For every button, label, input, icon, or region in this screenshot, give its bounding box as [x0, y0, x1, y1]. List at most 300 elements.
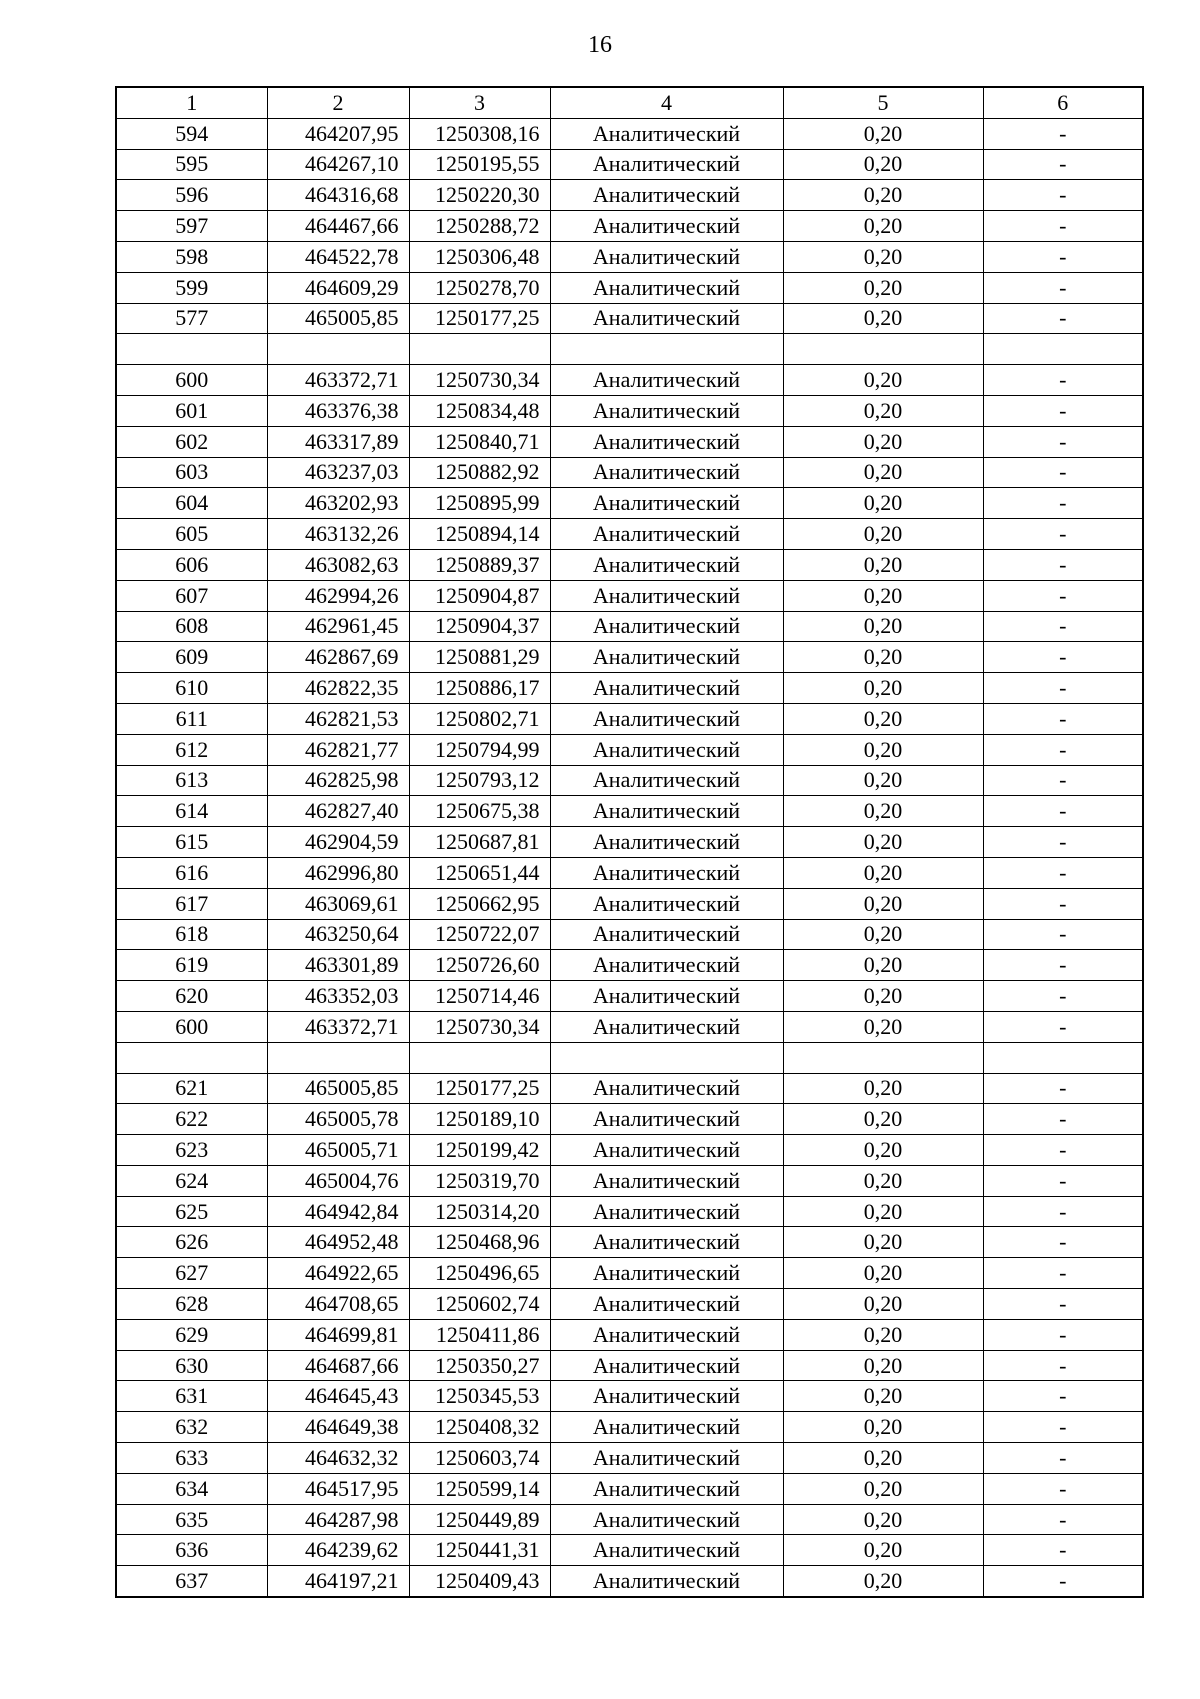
x-coordinate-cell: 462994,26: [267, 580, 409, 611]
point-number-cell: 600: [116, 365, 267, 396]
y-coordinate-cell: 1250881,29: [409, 642, 550, 673]
accuracy-cell: 0,20: [783, 703, 983, 734]
x-coordinate-cell: 464952,48: [267, 1227, 409, 1258]
table-row: [116, 1011, 1143, 1042]
x-coordinate-cell: [267, 334, 409, 365]
method-cell: Аналитический: [550, 888, 783, 919]
x-coordinate-cell: 463250,64: [267, 919, 409, 950]
note-cell: -: [983, 1504, 1143, 1535]
accuracy-cell: 0,20: [783, 241, 983, 272]
accuracy-cell: 0,20: [783, 857, 983, 888]
x-coordinate-cell: 463069,61: [267, 888, 409, 919]
y-coordinate-cell: 1250441,31: [409, 1535, 550, 1566]
method-cell: Аналитический: [550, 426, 783, 457]
method-cell: Аналитический: [550, 919, 783, 950]
x-coordinate-cell: 463301,89: [267, 950, 409, 981]
note-cell: -: [983, 734, 1143, 765]
x-coordinate-cell: 464517,95: [267, 1473, 409, 1504]
table-row: [116, 796, 1143, 827]
accuracy-cell: 0,20: [783, 827, 983, 858]
accuracy-cell: 0,20: [783, 395, 983, 426]
y-coordinate-cell: 1250314,20: [409, 1196, 550, 1227]
y-coordinate-cell: 1250726,60: [409, 950, 550, 981]
point-number-cell: 636: [116, 1535, 267, 1566]
note-cell: -: [983, 1073, 1143, 1104]
table-row: [116, 1227, 1143, 1258]
note-cell: -: [983, 827, 1143, 858]
table-row: [116, 457, 1143, 488]
method-cell: Аналитический: [550, 857, 783, 888]
note-cell: -: [983, 519, 1143, 550]
x-coordinate-cell: 465005,85: [267, 1073, 409, 1104]
y-coordinate-cell: 1250345,53: [409, 1381, 550, 1412]
table-row: [116, 673, 1143, 704]
method-cell: Аналитический: [550, 1319, 783, 1350]
accuracy-cell: 0,20: [783, 1443, 983, 1474]
table-row: [116, 149, 1143, 180]
table-row: [116, 211, 1143, 242]
method-cell: Аналитический: [550, 395, 783, 426]
note-cell: -: [983, 919, 1143, 950]
method-cell: Аналитический: [550, 703, 783, 734]
method-cell: Аналитический: [550, 1381, 783, 1412]
point-number-cell: 612: [116, 734, 267, 765]
point-number-cell: 603: [116, 457, 267, 488]
point-number-cell: 626: [116, 1227, 267, 1258]
column-header-1: 1: [116, 87, 267, 118]
y-coordinate-cell: 1250319,70: [409, 1165, 550, 1196]
note-cell: -: [983, 1196, 1143, 1227]
point-number-cell: 600: [116, 1011, 267, 1042]
table-row: [116, 827, 1143, 858]
x-coordinate-cell: 463082,63: [267, 549, 409, 580]
note-cell: -: [983, 611, 1143, 642]
x-coordinate-cell: 462904,59: [267, 827, 409, 858]
method-cell: Аналитический: [550, 673, 783, 704]
method-cell: Аналитический: [550, 1196, 783, 1227]
accuracy-cell: 0,20: [783, 519, 983, 550]
point-number-cell: [116, 1042, 267, 1073]
method-cell: [550, 1042, 783, 1073]
note-cell: -: [983, 365, 1143, 396]
table-row: [116, 888, 1143, 919]
note-cell: -: [983, 1381, 1143, 1412]
table-row: [116, 1319, 1143, 1350]
y-coordinate-cell: 1250220,30: [409, 180, 550, 211]
accuracy-cell: 0,20: [783, 1258, 983, 1289]
y-coordinate-cell: 1250730,34: [409, 365, 550, 396]
point-number-cell: 613: [116, 765, 267, 796]
y-coordinate-cell: 1250904,37: [409, 611, 550, 642]
x-coordinate-cell: 463372,71: [267, 365, 409, 396]
note-cell: -: [983, 118, 1143, 149]
y-coordinate-cell: [409, 334, 550, 365]
table-row: [116, 1566, 1143, 1597]
x-coordinate-cell: 462827,40: [267, 796, 409, 827]
accuracy-cell: 0,20: [783, 1011, 983, 1042]
x-coordinate-cell: 463317,89: [267, 426, 409, 457]
point-number-cell: 635: [116, 1504, 267, 1535]
method-cell: Аналитический: [550, 1473, 783, 1504]
note-cell: -: [983, 1412, 1143, 1443]
point-number-cell: 622: [116, 1104, 267, 1135]
note-cell: -: [983, 272, 1143, 303]
point-number-cell: 627: [116, 1258, 267, 1289]
note-cell: -: [983, 303, 1143, 334]
table-header-row: [116, 87, 1143, 118]
point-number-cell: 614: [116, 796, 267, 827]
method-cell: Аналитический: [550, 580, 783, 611]
note-cell: -: [983, 549, 1143, 580]
accuracy-cell: 0,20: [783, 1104, 983, 1135]
accuracy-cell: 0,20: [783, 211, 983, 242]
accuracy-cell: 0,20: [783, 765, 983, 796]
table-row: [116, 395, 1143, 426]
note-cell: -: [983, 1165, 1143, 1196]
accuracy-cell: 0,20: [783, 734, 983, 765]
x-coordinate-cell: 464316,68: [267, 180, 409, 211]
method-cell: [550, 334, 783, 365]
accuracy-cell: 0,20: [783, 1135, 983, 1166]
x-coordinate-cell: 464699,81: [267, 1319, 409, 1350]
point-number-cell: 609: [116, 642, 267, 673]
note-cell: [983, 1042, 1143, 1073]
method-cell: Аналитический: [550, 1011, 783, 1042]
y-coordinate-cell: 1250278,70: [409, 272, 550, 303]
note-cell: -: [983, 1135, 1143, 1166]
method-cell: Аналитический: [550, 519, 783, 550]
table-row: [116, 734, 1143, 765]
y-coordinate-cell: 1250794,99: [409, 734, 550, 765]
table-row: [116, 519, 1143, 550]
point-number-cell: 620: [116, 981, 267, 1012]
accuracy-cell: 0,20: [783, 1350, 983, 1381]
column-header-6: 6: [983, 87, 1143, 118]
accuracy-cell: 0,20: [783, 1165, 983, 1196]
column-header-3: 3: [409, 87, 550, 118]
x-coordinate-cell: 462867,69: [267, 642, 409, 673]
method-cell: Аналитический: [550, 1535, 783, 1566]
x-coordinate-cell: 465005,71: [267, 1135, 409, 1166]
table-body: [116, 118, 1143, 1597]
method-cell: Аналитический: [550, 488, 783, 519]
accuracy-cell: 0,20: [783, 118, 983, 149]
point-number-cell: 630: [116, 1350, 267, 1381]
y-coordinate-cell: 1250306,48: [409, 241, 550, 272]
method-cell: Аналитический: [550, 457, 783, 488]
table-row: [116, 642, 1143, 673]
accuracy-cell: 0,20: [783, 950, 983, 981]
note-cell: -: [983, 457, 1143, 488]
y-coordinate-cell: 1250904,87: [409, 580, 550, 611]
table-row: [116, 580, 1143, 611]
x-coordinate-cell: 464609,29: [267, 272, 409, 303]
table-row: [116, 241, 1143, 272]
point-number-cell: 605: [116, 519, 267, 550]
x-coordinate-cell: 463352,03: [267, 981, 409, 1012]
table-row: [116, 1473, 1143, 1504]
y-coordinate-cell: 1250602,74: [409, 1289, 550, 1320]
method-cell: Аналитический: [550, 272, 783, 303]
accuracy-cell: 0,20: [783, 549, 983, 580]
y-coordinate-cell: 1250651,44: [409, 857, 550, 888]
accuracy-cell: [783, 1042, 983, 1073]
x-coordinate-cell: 464645,43: [267, 1381, 409, 1412]
point-number-cell: 595: [116, 149, 267, 180]
x-coordinate-cell: 464942,84: [267, 1196, 409, 1227]
table-separator-row: [116, 1042, 1143, 1073]
point-number-cell: 621: [116, 1073, 267, 1104]
point-number-cell: 632: [116, 1412, 267, 1443]
point-number-cell: [116, 334, 267, 365]
coordinates-table: [115, 86, 1144, 1598]
x-coordinate-cell: 464207,95: [267, 118, 409, 149]
note-cell: -: [983, 765, 1143, 796]
point-number-cell: 634: [116, 1473, 267, 1504]
method-cell: Аналитический: [550, 950, 783, 981]
y-coordinate-cell: 1250714,46: [409, 981, 550, 1012]
x-coordinate-cell: 463202,93: [267, 488, 409, 519]
point-number-cell: 597: [116, 211, 267, 242]
note-cell: -: [983, 395, 1143, 426]
table-row: [116, 1073, 1143, 1104]
table-row: [116, 765, 1143, 796]
method-cell: Аналитический: [550, 1504, 783, 1535]
y-coordinate-cell: 1250730,34: [409, 1011, 550, 1042]
point-number-cell: 628: [116, 1289, 267, 1320]
y-coordinate-cell: 1250195,55: [409, 149, 550, 180]
note-cell: -: [983, 1319, 1143, 1350]
note-cell: -: [983, 149, 1143, 180]
table-row: [116, 1165, 1143, 1196]
y-coordinate-cell: 1250882,92: [409, 457, 550, 488]
y-coordinate-cell: 1250834,48: [409, 395, 550, 426]
method-cell: Аналитический: [550, 1258, 783, 1289]
point-number-cell: 599: [116, 272, 267, 303]
method-cell: Аналитический: [550, 211, 783, 242]
point-number-cell: 602: [116, 426, 267, 457]
method-cell: Аналитический: [550, 981, 783, 1012]
table-row: [116, 981, 1143, 1012]
accuracy-cell: 0,20: [783, 919, 983, 950]
table-row: [116, 1196, 1143, 1227]
table-row: [116, 857, 1143, 888]
accuracy-cell: 0,20: [783, 303, 983, 334]
note-cell: -: [983, 1566, 1143, 1597]
accuracy-cell: 0,20: [783, 1504, 983, 1535]
x-coordinate-cell: 464632,32: [267, 1443, 409, 1474]
table-separator-row: [116, 334, 1143, 365]
note-cell: -: [983, 1473, 1143, 1504]
y-coordinate-cell: 1250603,74: [409, 1443, 550, 1474]
table-row: [116, 1104, 1143, 1135]
y-coordinate-cell: 1250793,12: [409, 765, 550, 796]
method-cell: Аналитический: [550, 241, 783, 272]
note-cell: -: [983, 642, 1143, 673]
method-cell: Аналитический: [550, 1104, 783, 1135]
note-cell: -: [983, 426, 1143, 457]
accuracy-cell: 0,20: [783, 149, 983, 180]
note-cell: -: [983, 211, 1143, 242]
method-cell: Аналитический: [550, 1165, 783, 1196]
y-coordinate-cell: 1250722,07: [409, 919, 550, 950]
accuracy-cell: 0,20: [783, 796, 983, 827]
method-cell: Аналитический: [550, 734, 783, 765]
method-cell: Аналитический: [550, 1073, 783, 1104]
accuracy-cell: 0,20: [783, 1073, 983, 1104]
x-coordinate-cell: 464922,65: [267, 1258, 409, 1289]
table-row: [116, 1443, 1143, 1474]
y-coordinate-cell: 1250802,71: [409, 703, 550, 734]
y-coordinate-cell: 1250411,86: [409, 1319, 550, 1350]
accuracy-cell: 0,20: [783, 888, 983, 919]
point-number-cell: 601: [116, 395, 267, 426]
method-cell: Аналитический: [550, 796, 783, 827]
table-row: [116, 1504, 1143, 1535]
table-row: [116, 488, 1143, 519]
point-number-cell: 606: [116, 549, 267, 580]
table-row: [116, 272, 1143, 303]
x-coordinate-cell: 464239,62: [267, 1535, 409, 1566]
x-coordinate-cell: 462996,80: [267, 857, 409, 888]
table-row: [116, 118, 1143, 149]
x-coordinate-cell: 464649,38: [267, 1412, 409, 1443]
table-row: [116, 303, 1143, 334]
column-header-4: 4: [550, 87, 783, 118]
note-cell: -: [983, 950, 1143, 981]
x-coordinate-cell: 464687,66: [267, 1350, 409, 1381]
note-cell: -: [983, 580, 1143, 611]
method-cell: Аналитический: [550, 149, 783, 180]
table-row: [116, 1289, 1143, 1320]
method-cell: Аналитический: [550, 1566, 783, 1597]
point-number-cell: 619: [116, 950, 267, 981]
accuracy-cell: 0,20: [783, 580, 983, 611]
accuracy-cell: 0,20: [783, 642, 983, 673]
point-number-cell: 598: [116, 241, 267, 272]
x-coordinate-cell: 462822,35: [267, 673, 409, 704]
accuracy-cell: 0,20: [783, 457, 983, 488]
y-coordinate-cell: 1250177,25: [409, 303, 550, 334]
x-coordinate-cell: 464267,10: [267, 149, 409, 180]
method-cell: Аналитический: [550, 549, 783, 580]
y-coordinate-cell: 1250662,95: [409, 888, 550, 919]
x-coordinate-cell: 462821,53: [267, 703, 409, 734]
x-coordinate-cell: 464197,21: [267, 1566, 409, 1597]
accuracy-cell: [783, 334, 983, 365]
x-coordinate-cell: 464708,65: [267, 1289, 409, 1320]
y-coordinate-cell: 1250189,10: [409, 1104, 550, 1135]
note-cell: -: [983, 888, 1143, 919]
y-coordinate-cell: [409, 1042, 550, 1073]
point-number-cell: 616: [116, 857, 267, 888]
method-cell: Аналитический: [550, 1350, 783, 1381]
x-coordinate-cell: 465005,85: [267, 303, 409, 334]
table-row: [116, 365, 1143, 396]
x-coordinate-cell: [267, 1042, 409, 1073]
page-number: 16: [588, 32, 612, 58]
point-number-cell: 607: [116, 580, 267, 611]
table-header: [116, 87, 1143, 118]
x-coordinate-cell: 462821,77: [267, 734, 409, 765]
y-coordinate-cell: 1250409,43: [409, 1566, 550, 1597]
point-number-cell: 624: [116, 1165, 267, 1196]
table-row: [116, 1258, 1143, 1289]
note-cell: [983, 334, 1143, 365]
accuracy-cell: 0,20: [783, 1412, 983, 1443]
x-coordinate-cell: 462825,98: [267, 765, 409, 796]
note-cell: -: [983, 1104, 1143, 1135]
y-coordinate-cell: 1250687,81: [409, 827, 550, 858]
method-cell: Аналитический: [550, 765, 783, 796]
y-coordinate-cell: 1250496,65: [409, 1258, 550, 1289]
method-cell: Аналитический: [550, 1443, 783, 1474]
x-coordinate-cell: 463237,03: [267, 457, 409, 488]
point-number-cell: 631: [116, 1381, 267, 1412]
point-number-cell: 625: [116, 1196, 267, 1227]
y-coordinate-cell: 1250599,14: [409, 1473, 550, 1504]
method-cell: Аналитический: [550, 611, 783, 642]
accuracy-cell: 0,20: [783, 1196, 983, 1227]
y-coordinate-cell: 1250199,42: [409, 1135, 550, 1166]
note-cell: -: [983, 241, 1143, 272]
note-cell: -: [983, 1350, 1143, 1381]
accuracy-cell: 0,20: [783, 426, 983, 457]
point-number-cell: 608: [116, 611, 267, 642]
y-coordinate-cell: 1250350,27: [409, 1350, 550, 1381]
table-row: [116, 180, 1143, 211]
accuracy-cell: 0,20: [783, 1289, 983, 1320]
method-cell: Аналитический: [550, 118, 783, 149]
point-number-cell: 637: [116, 1566, 267, 1597]
y-coordinate-cell: 1250288,72: [409, 211, 550, 242]
accuracy-cell: 0,20: [783, 365, 983, 396]
note-cell: -: [983, 857, 1143, 888]
x-coordinate-cell: 464467,66: [267, 211, 409, 242]
note-cell: -: [983, 1289, 1143, 1320]
point-number-cell: 618: [116, 919, 267, 950]
point-number-cell: 633: [116, 1443, 267, 1474]
accuracy-cell: 0,20: [783, 1566, 983, 1597]
x-coordinate-cell: 465004,76: [267, 1165, 409, 1196]
x-coordinate-cell: 464287,98: [267, 1504, 409, 1535]
method-cell: Аналитический: [550, 1412, 783, 1443]
point-number-cell: 617: [116, 888, 267, 919]
x-coordinate-cell: 464522,78: [267, 241, 409, 272]
point-number-cell: 577: [116, 303, 267, 334]
y-coordinate-cell: 1250449,89: [409, 1504, 550, 1535]
method-cell: Аналитический: [550, 1289, 783, 1320]
method-cell: Аналитический: [550, 1227, 783, 1258]
y-coordinate-cell: 1250840,71: [409, 426, 550, 457]
y-coordinate-cell: 1250894,14: [409, 519, 550, 550]
method-cell: Аналитический: [550, 1135, 783, 1166]
accuracy-cell: 0,20: [783, 1319, 983, 1350]
x-coordinate-cell: 463376,38: [267, 395, 409, 426]
table-row: [116, 703, 1143, 734]
accuracy-cell: 0,20: [783, 488, 983, 519]
table-row: [116, 549, 1143, 580]
point-number-cell: 594: [116, 118, 267, 149]
note-cell: -: [983, 796, 1143, 827]
note-cell: -: [983, 703, 1143, 734]
note-cell: -: [983, 1011, 1143, 1042]
column-header-2: 2: [267, 87, 409, 118]
table-row: [116, 919, 1143, 950]
table-row: [116, 1535, 1143, 1566]
table-row: [116, 426, 1143, 457]
y-coordinate-cell: 1250886,17: [409, 673, 550, 704]
